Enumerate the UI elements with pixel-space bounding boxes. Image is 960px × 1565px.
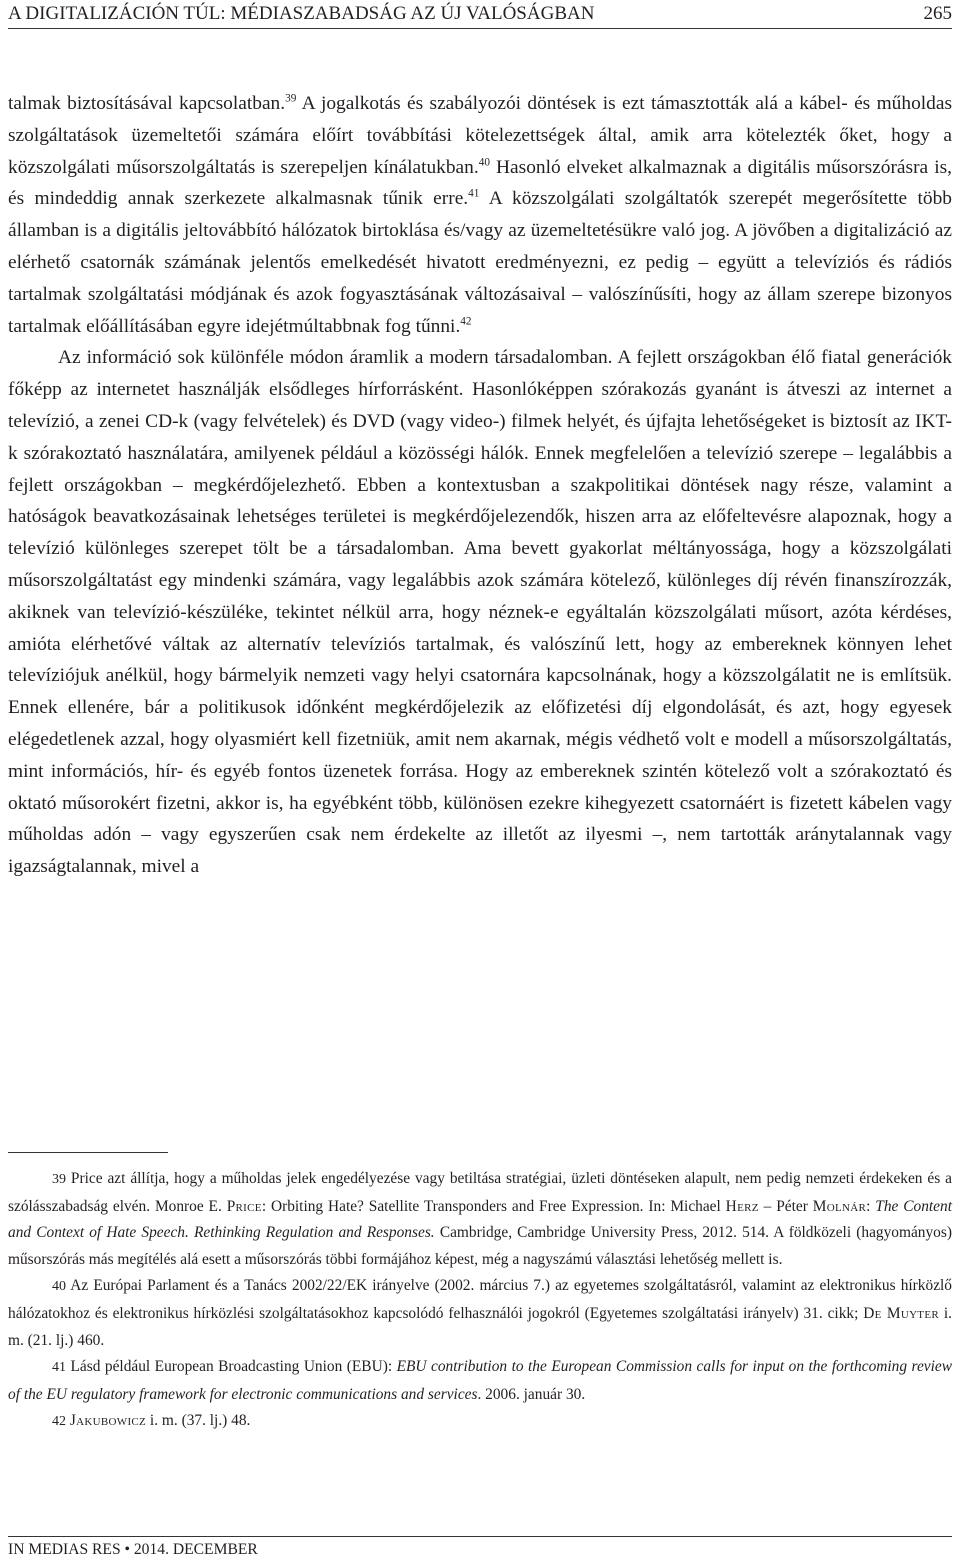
running-footer	[8, 1536, 952, 1565]
text-run: . 2006. január 30.	[477, 1385, 586, 1403]
main-text	[8, 88, 952, 883]
author-name: Herz	[725, 1197, 759, 1215]
footnote-40	[8, 1273, 952, 1354]
footnote-ref-42[interactable]: 42	[460, 315, 472, 328]
text-run: :	[866, 1197, 876, 1215]
text-run: : Orbiting Hate? Satellite Transponders and Free Expression. In: Michael	[261, 1197, 726, 1215]
text-run: i. m. (37. lj.) 48.	[146, 1412, 251, 1430]
text-run: Lásd például European Broadcasting Union (EBU):	[66, 1358, 397, 1376]
footnote-39	[8, 1166, 952, 1273]
document-title: EBU contribution to the European Commission calls for input on the forthcoming review of the EU regulatory framework for electronic communications and services	[8, 1358, 953, 1403]
header-title: A DIGITALIZÁCIÓN TÚL: MÉDIASZABADSÁG AZ ÚJ VALÓSÁGBAN	[8, 3, 595, 24]
text-run: i. m. (21. lj.) 460.	[8, 1304, 952, 1349]
page-number: 265	[923, 3, 952, 24]
text-run: Hasonló elveket alkalmaznak a digitális műsorszórásra is, és mindeddig annak szerkezete alkalmasnak tűnik erre.	[8, 156, 953, 210]
footnote-number: 42	[52, 1414, 66, 1430]
text-run: A jogalkotás és szabályozói döntések is ezt támasztották alá a kábel- és műholdas szolgáltatások üzemeltetői számára előírt továbbítási kötelezettségek által, amik arra kötelezték őket, hogy a közszolgálati műsorszolgáltatás is szerepeljen kínálatukban.	[8, 93, 952, 178]
text-run: talmak biztosításával kapcsolatban.	[8, 93, 286, 114]
footnote-ref-39[interactable]: 39	[285, 92, 297, 105]
text-run: Cambridge, Cambridge University Press, 2012. 514. A földközeli (hagyományos) műsorszórás más megítélés alá esett a műsorszórás többi formájához képest, még a nagyszámú választási lehetőség mellett is.	[8, 1224, 952, 1268]
running-header	[8, 0, 952, 29]
author-name: De Muyter	[863, 1304, 939, 1322]
footnotes	[8, 1166, 952, 1436]
paragraph-2: Az információ sok különféle módon áramlik a modern társadalomban. A fejlett országokban élő fiatal generációk főképp az internetet használják elsődleges hírforrásként. Hasonlóképpen szórakozás gyanánt is átveszi az internet a televízió, a zenei CD-k (vagy felvételek) és DVD (vagy video-) filmek helyét, és újfajta lehetőségeket is biztosít az IKT-k szórakoztató használatára, amilyenek például a közösségi hálók. Ennek megfelelően a televízió szerepe – legalábbis a fejlett országokban – megkérdőjelezhető. Ebben a kontextusban a szakpolitikai döntések nagy része, valamint a hatóságok beavatkozásainak lehetséges területei is megkérdőjelezendők, hiszen arra az előfeltevésre alapoznak, hogy a televízió különleges szerepet tölt be a társadalomban. Ama bevett gyakorlat méltányossága, hogy a közszolgálati műsorszolgáltatást egy mindenki számára, vagy legalábbis azok számára kötelező, különleges díj révén finanszírozzák, akiknek van televízió-készüléke, tekintet nélkül arra, hogy néznek-e egyáltalán közszolgálati műsort, azóta kérdéses, amióta elérhetővé váltak az alternatív televíziós tartalmak, és valószínű lett, hogy az embereknek könnyen lehet televíziójuk anélkül, hogy bármelyik nemzeti vagy helyi csatornára kapcsolnának, hogy a közszolgálatit ne is említsük. Ennek ellenére, bár a politikusok időnként megkérdőjelezik az előfizetési díj elgondolását, és azt, hogy egyesek elégedetlenek azzal, hogy olyasmiért kell fizetniük, amit nem akarnak, mégis védhető volt e modell a műsorszolgáltatás, mint információs, hír- és egyéb fontos üzenetek forrása. Hogy az embereknek szintén kötelező volt a szórakoztató és oktató műsorokért fizetni, akkor is, ha egyébként több, különösen ezekre kihegyezett csatornáért is fizetett kábelen vagy műholdas adón – vagy egyszerűen csak nem érdekelte az illetőt az ilyesmi –, nem tartották aránytalannak vagy igazságtalannak, mivel a	[8, 347, 952, 878]
footnote-separator	[8, 1152, 168, 1153]
paragraph-1	[8, 88, 952, 342]
author-name: Price	[226, 1197, 262, 1215]
footnote-ref-41[interactable]: 41	[468, 187, 480, 200]
footnote-number: 40	[52, 1279, 66, 1295]
footnote-ref-40[interactable]: 40	[478, 156, 490, 169]
text-run: – Péter	[758, 1197, 813, 1215]
text-run: Price azt állítja, hogy a műholdas jelek engedélyezése vagy betiltása stratégiai, üzleti döntéseken alapult, nem pedig nemzeti érdekeken és a szólásszabadság elvén. Monroe E.	[8, 1170, 952, 1215]
footnote-42	[8, 1408, 952, 1436]
author-name: Molnár	[812, 1197, 867, 1215]
footnote-number: 41	[52, 1360, 66, 1376]
book-title: The Content and Context of Hate Speech. Rethinking Regulation and Responses.	[8, 1197, 952, 1242]
footer-text: IN MEDIAS RES • 2014. DECEMBER	[8, 1541, 258, 1558]
footnote-number: 39	[52, 1172, 66, 1187]
footnote-41	[8, 1354, 952, 1408]
text-run: Az Európai Parlament és a Tanács 2002/22/EK irányelve (2002. március 7.) az egyetemes szolgáltatásról, valamint az elektronikus hírközlő hálózatokhoz és elektronikus hírközlési szolgáltatásokhoz kapcsolódó felhasználói jogokról (Egyetemes szolgáltatási irányelv) 31. cikk;	[8, 1277, 952, 1322]
author-name: Jakubowicz	[69, 1412, 147, 1430]
text-run: A közszolgálati szolgáltatók szerepét megerősítette több államban is a digitális jeltovábbító hálózatok birtoklása és/vagy az üzemeltetésükre való jog. A jövőben a digitalizáció az elérhető csatornák számának jelentős emelkedését hivatott eredményezni, ez pedig – együtt a televíziós és rádiós tartalmak szolgáltatási módjának és azok fogyasztásának változásaival – valószínűsíti, hogy az állam szerepe bizonyos tartalmak előállításában egyre idejétmúltabbnak fog tűnni.	[8, 188, 952, 337]
